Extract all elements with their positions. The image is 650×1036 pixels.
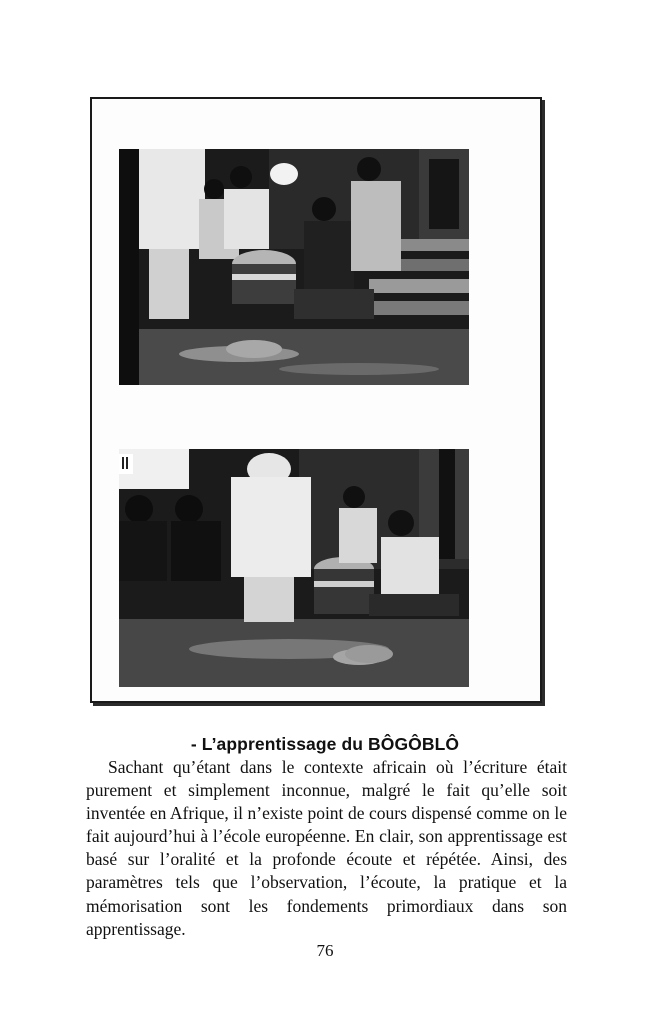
page-number: 76: [316, 941, 334, 960]
body-paragraph: Sachant qu’étant dans le contexte africain où l’écriture était purement et simplement inconnue, malgré le fait qu’elle soit inventée en Afrique, il n’existe point de cours dispensé comme on le fait aujourd’hui à l’école européenne. En clair, son apprentissage est basé sur l’oralité et la profonde écoute et répétée. Ainsi, des paramètres tels que l’observation, l’écoute, la pratique et la mémorisation sont les fondements primordiaux dans son apprentissage.: [86, 757, 567, 939]
photo-drum-lesson-top: [119, 149, 469, 385]
photo-drum-lesson-bottom: [119, 449, 469, 687]
photo-bottom-illustration: [119, 449, 469, 687]
photo-top-illustration: [119, 149, 469, 385]
photo-plate: [90, 97, 542, 703]
section-caption: - L’apprentissage du BÔGÔBLÔ: [190, 734, 460, 754]
